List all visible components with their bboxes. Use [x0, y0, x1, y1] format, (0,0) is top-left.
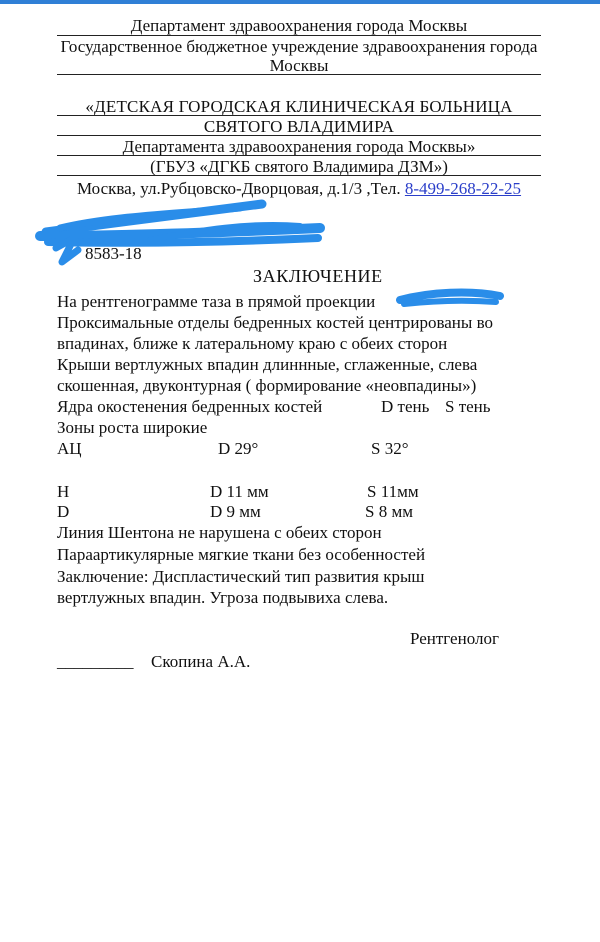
- phone-link[interactable]: 8-499-268-22-25: [404, 179, 522, 198]
- measurement-label: D: [57, 502, 70, 521]
- signer-role: Рентгенолог: [410, 629, 499, 648]
- measurement-d: D 11 мм: [210, 482, 269, 501]
- conclusion-line-2: вертлужных впадин. Угроза подвывиха слева.: [57, 588, 389, 607]
- soft-tissue-line: Параартикулярные мягкие ткани без особенностей: [57, 545, 426, 564]
- ossification-s: S тень: [445, 397, 491, 416]
- growth-zones: Зоны роста широкие: [57, 418, 208, 437]
- measurement-d: D 9 мм: [210, 502, 261, 521]
- hospital-dept-line: Департамента здравоохранения города Москвы»: [122, 137, 476, 156]
- report-line-acetabulum-1: Крыши вертлужных впадин длиннные, сглаженные, слева: [57, 355, 478, 374]
- conclusion-line-1: Заключение: Диспластический тип развития крыш: [57, 567, 425, 586]
- signature-blank: _________: [57, 652, 134, 671]
- department-name: Департамент здравоохранения города Москвы: [130, 16, 468, 35]
- report-line-acetabulum-2: скошенная, двуконтурная ( формирование «неовпадины»): [57, 376, 477, 395]
- hospital-abbreviation: (ГБУЗ «ДГКБ святого Владимира ДЗМ»): [150, 157, 448, 176]
- measurement-label: АЦ: [57, 439, 82, 458]
- ossification-d: D тень: [381, 397, 430, 416]
- hospital-name-line-2: СВЯТОГО ВЛАДИМИРА: [203, 117, 395, 136]
- report-line-femur-1: Проксимальные отделы бедренных костей центрированы во: [57, 313, 493, 332]
- report-title: ЗАКЛЮЧЕНИЕ: [253, 266, 383, 286]
- shenton-line: Линия Шентона не нарушена с обеих сторон: [57, 523, 382, 542]
- signer-name: Скопина А.А.: [151, 652, 251, 671]
- report-line-projection: На рентгенограмме таза в прямой проекции: [57, 292, 376, 311]
- measurement-s: S 11мм: [367, 482, 419, 501]
- hospital-name-line-1: «ДЕТСКАЯ ГОРОДСКАЯ КЛИНИЧЕСКАЯ БОЛЬНИЦА: [85, 97, 513, 116]
- measurement-s: S 8 мм: [365, 502, 413, 521]
- measurement-s: S 32°: [371, 439, 409, 458]
- address-text: Москва, ул.Рубцовско-Дворцовая, д.1/3 ,Тел.: [76, 179, 405, 198]
- institution-line-2: Москвы: [269, 56, 329, 75]
- report-line-femur-2: впадинах, ближе к латеральному краю с обеих сторон: [57, 334, 448, 353]
- institution-line-1: Государственное бюджетное учреждение здравоохранения города: [60, 37, 538, 56]
- measurement-d: D 29°: [218, 439, 259, 458]
- record-number: 8583-18: [85, 244, 142, 263]
- measurement-label: Н: [57, 482, 70, 501]
- ossification-label: Ядра окостенения бедренных костей: [57, 397, 323, 416]
